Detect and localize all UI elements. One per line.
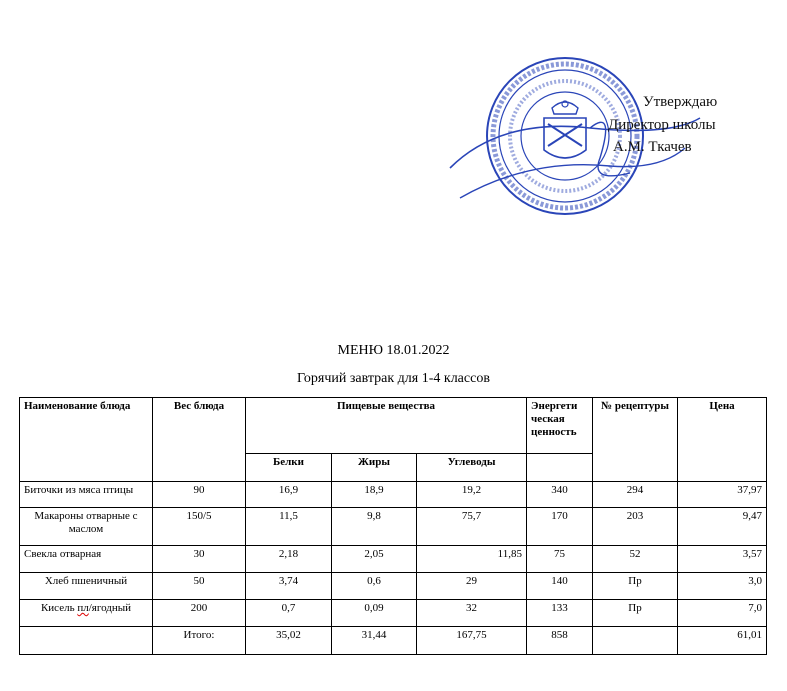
header-energy-line-1: Энергети (531, 400, 578, 412)
header-energy-empty (527, 454, 593, 482)
dish-name (20, 600, 153, 627)
dish-name: Макароны отварные с маслом (20, 508, 153, 546)
total-carbs: 167,75 (417, 627, 527, 655)
table-row (20, 573, 767, 600)
official-stamp (440, 48, 740, 228)
dish-carbs: 32 (417, 600, 527, 627)
dish-weight: 150/5 (153, 508, 246, 546)
dish-fat: 0,09 (332, 600, 417, 627)
total-empty (20, 627, 153, 655)
header-fat: Жиры (332, 454, 417, 482)
approval-line-2: Директор школы (608, 117, 716, 133)
dish-price: 7,0 (678, 600, 767, 627)
dish-name: Биточки из мяса птицы (20, 482, 153, 508)
page-title: МЕНЮ 18.01.2022 (337, 343, 450, 358)
total-label: Итого: (153, 627, 246, 655)
dish-recipe: 294 (593, 482, 678, 508)
dish-carbs: 19,2 (417, 482, 527, 508)
dish-fat: 9,8 (332, 508, 417, 546)
dish-price: 3,0 (678, 573, 767, 600)
header-energy-line-2: ческая (531, 413, 565, 425)
dish-protein: 3,74 (246, 573, 332, 600)
header-row-1 (20, 398, 767, 454)
dish-weight: 90 (153, 482, 246, 508)
dish-price: 9,47 (678, 508, 767, 546)
dish-name-part: /ягодный (88, 602, 132, 614)
dish-carbs: 11,85 (417, 546, 527, 573)
header-dish-name: Наименование блюда (20, 398, 153, 482)
dish-weight: 50 (153, 573, 246, 600)
table-row (20, 600, 767, 627)
dish-price: 37,97 (678, 482, 767, 508)
approval-line-3: А.М. Ткачев (613, 139, 692, 155)
header-nutrients: Пищевые вещества (246, 398, 527, 454)
dish-name: Свекла отварная (20, 546, 153, 573)
header-weight: Вес блюда (153, 398, 246, 482)
table-row (20, 482, 767, 508)
header-energy-line-3: ценность (531, 426, 577, 438)
dish-protein: 2,18 (246, 546, 332, 573)
dish-recipe: Пр (593, 600, 678, 627)
header-price: Цена (678, 398, 767, 482)
menu-table (19, 397, 767, 655)
total-energy: 858 (527, 627, 593, 655)
header-protein: Белки (246, 454, 332, 482)
dish-weight: 200 (153, 600, 246, 627)
dish-recipe: 203 (593, 508, 678, 546)
table-row (20, 546, 767, 573)
dish-recipe: 52 (593, 546, 678, 573)
dish-name-part: Кисель (40, 602, 78, 614)
dish-energy: 140 (527, 573, 593, 600)
dish-protein: 16,9 (246, 482, 332, 508)
dish-protein: 11,5 (246, 508, 332, 546)
table-row (20, 508, 767, 546)
total-recipe-empty (593, 627, 678, 655)
dish-energy: 170 (527, 508, 593, 546)
dish-fat: 2,05 (332, 546, 417, 573)
dish-name: Хлеб пшеничный (20, 573, 153, 600)
dish-price: 3,57 (678, 546, 767, 573)
dish-recipe: Пр (593, 573, 678, 600)
dish-weight: 30 (153, 546, 246, 573)
page-subtitle: Горячий завтрак для 1-4 классов (297, 371, 490, 386)
dish-protein: 0,7 (246, 600, 332, 627)
total-price: 61,01 (678, 627, 767, 655)
dish-energy: 340 (527, 482, 593, 508)
header-recipe: № рецептуры (593, 398, 678, 482)
total-row (20, 627, 767, 655)
total-fat: 31,44 (332, 627, 417, 655)
header-energy (527, 398, 593, 454)
approval-line-1: Утверждаю (643, 94, 718, 110)
header-carbs: Углеводы (417, 454, 527, 482)
dish-fat: 18,9 (332, 482, 417, 508)
dish-energy: 75 (527, 546, 593, 573)
dish-name-misspelled: пл (77, 602, 89, 614)
stamp-seal-icon (440, 48, 740, 228)
dish-carbs: 75,7 (417, 508, 527, 546)
dish-energy: 133 (527, 600, 593, 627)
dish-fat: 0,6 (332, 573, 417, 600)
total-protein: 35,02 (246, 627, 332, 655)
dish-carbs: 29 (417, 573, 527, 600)
